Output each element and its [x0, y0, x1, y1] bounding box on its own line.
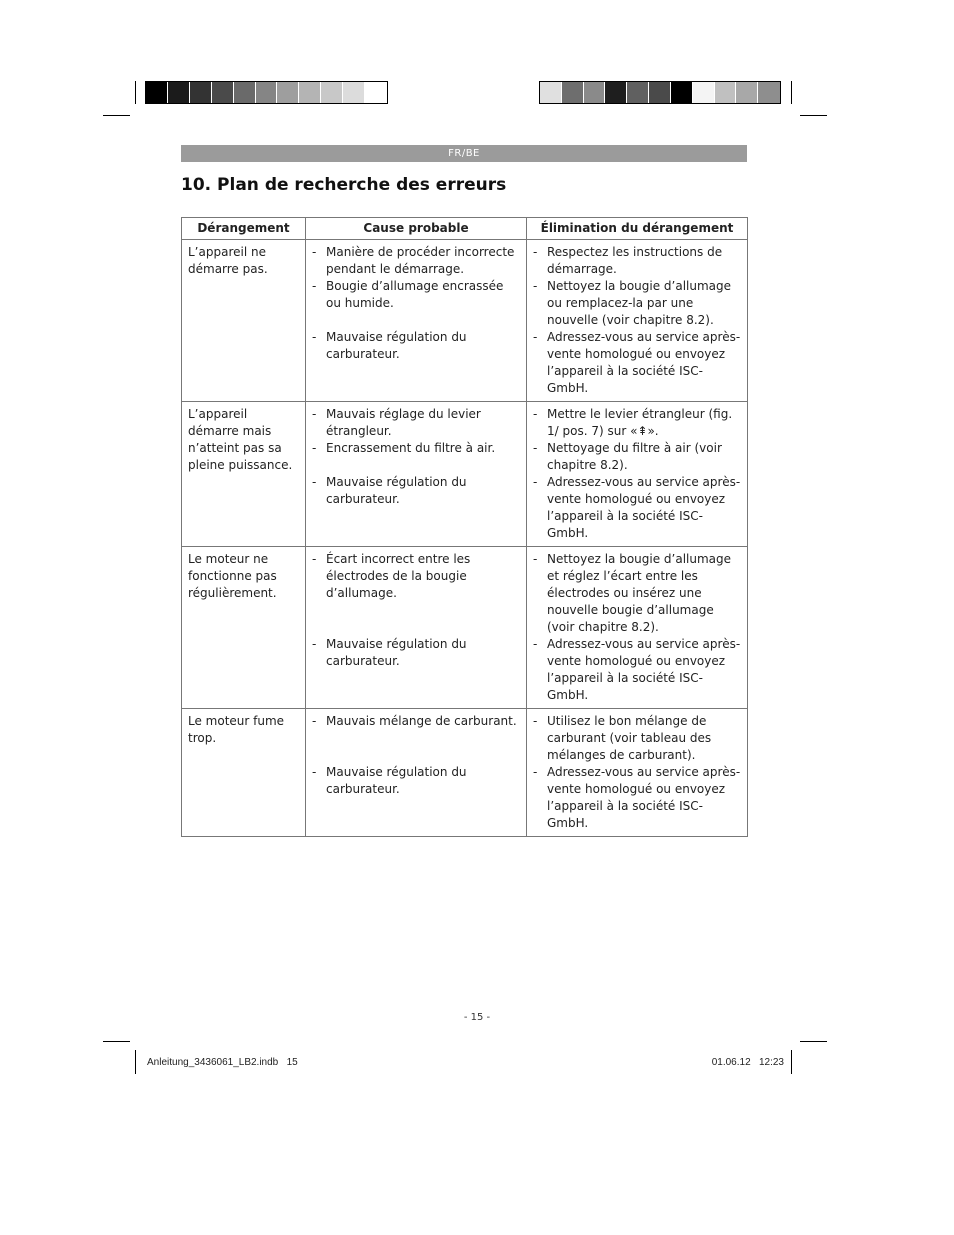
cause-item: - Mauvais réglage du levier étrangleur.	[312, 406, 520, 440]
color-swatch	[715, 82, 737, 103]
problem-cell: Le moteur ne fonctionne pas régulièrement.	[182, 547, 306, 709]
solution-item: - Utilisez le bon mélange de carburant (voir tableau des mélanges de carburant).	[533, 713, 741, 764]
spacer	[312, 457, 520, 474]
color-swatch	[146, 82, 168, 103]
solution-cell	[527, 402, 748, 547]
solution-item: - Nettoyez la bougie d’allumage et réglez l’écart entre les électrodes ou insérez une nouvelle bougie d’allumage (voir chapitre 8.2).	[533, 551, 741, 636]
cause-item: - Mauvaise régulation du carburateur.	[312, 636, 520, 670]
color-swatch	[299, 82, 321, 103]
crop-mark	[791, 1050, 792, 1074]
crop-mark	[800, 115, 827, 116]
spacer	[312, 619, 520, 636]
color-swatch	[584, 82, 606, 103]
cause-item: - Bougie d’allumage encrassée ou humide.	[312, 278, 520, 312]
color-calibration-bar-right	[539, 81, 781, 104]
footer-file-name: Anleitung_3436061_LB2.indb 15	[147, 1057, 298, 1068]
cause-item: - Mauvaise régulation du carburateur.	[312, 329, 520, 363]
color-swatch	[256, 82, 278, 103]
solution-item: - Adressez-vous au service après-vente homologué ou envoyez l’appareil à la société ISC-GmbH.	[533, 764, 741, 832]
solution-item: - Adressez-vous au service après-vente homologué ou envoyez l’appareil à la société ISC-GmbH.	[533, 474, 741, 542]
solution-item: - Nettoyage du filtre à air (voir chapitre 8.2).	[533, 440, 741, 474]
problem-cell: Le moteur fume trop.	[182, 709, 306, 837]
color-swatch	[627, 82, 649, 103]
color-swatch	[365, 82, 387, 103]
color-swatch	[758, 82, 780, 103]
color-swatch	[693, 82, 715, 103]
column-header-problem: Dérangement	[182, 218, 306, 240]
color-swatch	[190, 82, 212, 103]
color-swatch	[321, 82, 343, 103]
cause-cell	[306, 547, 527, 709]
color-swatch	[649, 82, 671, 103]
table-row	[182, 240, 748, 402]
solution-cell	[527, 547, 748, 709]
color-calibration-bar-left	[145, 81, 388, 104]
solution-item: - Nettoyez la bougie d’allumage ou remplacez-la par une nouvelle (voir chapitre 8.2).	[533, 278, 741, 329]
cause-item: - Mauvaise régulation du carburateur.	[312, 474, 520, 508]
footer-date-time: 01.06.12 12:23	[711, 1057, 784, 1068]
color-swatch	[562, 82, 584, 103]
solution-item: - Mettre le levier étrangleur (fig. 1/ pos. 7) sur «⇞».	[533, 406, 741, 440]
color-swatch	[736, 82, 758, 103]
color-swatch	[234, 82, 256, 103]
problem-cell: L’appareil ne démarre pas.	[182, 240, 306, 402]
color-swatch	[540, 82, 562, 103]
cause-cell	[306, 709, 527, 837]
spacer	[312, 730, 520, 747]
solution-item: - Respectez les instructions de démarrage.	[533, 244, 741, 278]
table-header-row	[182, 218, 748, 240]
troubleshooting-table	[181, 217, 748, 837]
crop-mark	[800, 1041, 827, 1042]
color-swatch	[605, 82, 627, 103]
crop-mark	[135, 81, 136, 104]
cause-item: - Mauvais mélange de carburant.	[312, 713, 520, 730]
spacer	[312, 602, 520, 619]
table-row	[182, 547, 748, 709]
cause-item: - Mauvaise régulation du carburateur.	[312, 764, 520, 798]
color-swatch	[212, 82, 234, 103]
section-title: 10. Plan de recherche des erreurs	[181, 175, 507, 195]
cause-cell	[306, 402, 527, 547]
cause-item: - Manière de procéder incorrecte pendant le démarrage.	[312, 244, 520, 278]
solution-item: - Adressez-vous au service après-vente homologué ou envoyez l’appareil à la société ISC-GmbH.	[533, 329, 741, 397]
crop-mark	[103, 1041, 130, 1042]
column-header-cause: Cause probable	[306, 218, 527, 240]
solution-cell	[527, 240, 748, 402]
spacer	[312, 312, 520, 329]
page-number: - 15 -	[463, 1012, 491, 1023]
table-row	[182, 709, 748, 837]
color-swatch	[277, 82, 299, 103]
color-swatch	[671, 82, 693, 103]
solution-item: - Adressez-vous au service après-vente homologué ou envoyez l’appareil à la société ISC-GmbH.	[533, 636, 741, 704]
column-header-solution: Élimination du dérangement	[527, 218, 748, 240]
color-swatch	[343, 82, 365, 103]
language-header: FR/BE	[181, 145, 747, 162]
problem-cell: L’appareil démarre mais n’atteint pas sa pleine puissance.	[182, 402, 306, 547]
crop-mark	[135, 1050, 136, 1074]
cause-item: - Encrassement du filtre à air.	[312, 440, 520, 457]
solution-cell	[527, 709, 748, 837]
crop-mark	[103, 115, 130, 116]
crop-mark	[791, 81, 792, 104]
cause-cell	[306, 240, 527, 402]
spacer	[312, 747, 520, 764]
color-swatch	[168, 82, 190, 103]
table-row	[182, 402, 748, 547]
cause-item: - Écart incorrect entre les électrodes de la bougie d’allumage.	[312, 551, 520, 602]
